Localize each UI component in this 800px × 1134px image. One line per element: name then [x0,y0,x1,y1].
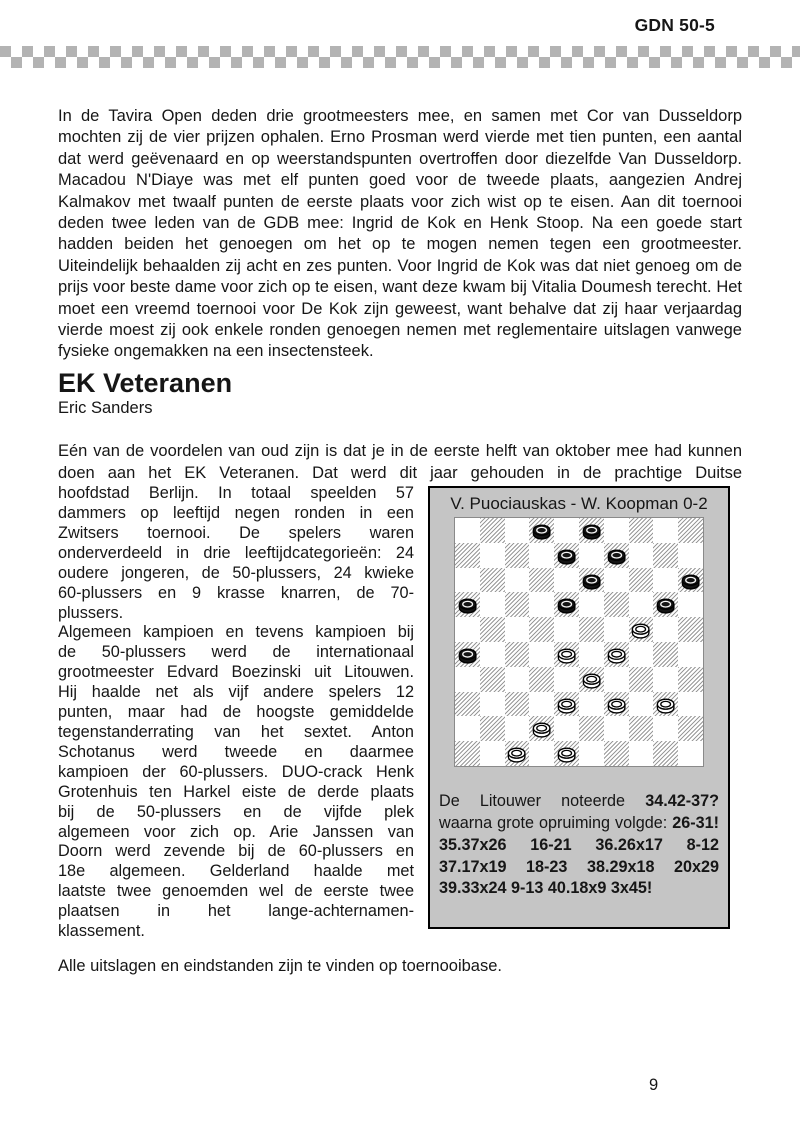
board-square [554,716,579,741]
paragraph-results: Algemeen kampioen en tevens kampioen bij de 50-plussers werd de internationaal grootmeester Edvard Boezinski uit Litouwen. Hij haalde net als vijf andere spelers 12 punten, maar had de hoogste gemiddelde tegenstanderrating van het sextet. Anton Schotanus werd tweede en daarmee kampioen der 60-plussers. DUO-crack Henk Grotenhuis ten Harkel eiste de derde plaats bij de 50-plussers en de vijfde plek algemeen voor zich op. Arie Janssen van Doorn werd zevende bij de 60-plussers en 18e algemeen. Gelderland haalde met laatste twee genoemden wel de eerste twee plaatsen in het lange-achternamen-klassement. [58,623,414,941]
board-square [579,642,604,667]
board-square [554,617,579,642]
board-square [554,543,579,568]
board-square [604,617,629,642]
board-square [653,592,678,617]
board-square [629,716,654,741]
board-square [653,692,678,717]
board-square [480,642,505,667]
white-man-piece [654,694,677,717]
byline: Eric Sanders [58,398,153,417]
white-man-piece [555,743,578,766]
black-man-piece [654,594,677,617]
paragraph-tavira-open: In de Tavira Open deden drie grootmeesters mee, en samen met Cor van Dusseldorp mochten zij de vier prijzen ophalen. Erno Prosman werd vierde met tien punten, een aantal dat werd geëvenaard en op weerstandspunten overtroffen door diezelfde Van Dusseldorp. Macadou N'Diaye was met elf punten goed voor de tweede plaats, aangezien Andrej Kalmakov met twaalf punten de eerste plaats voor zich wist op te eisen. Aan dit toernooi deden twee leden van de GDB mee: Ingrid de Kok en Henk Stoop. Na een goede start hadden beiden het genoegen om het op te mogen nemen tegen een grootmeester. Uiteindelijk behaalden zij acht en zes punten. Voor Ingrid de Kok was dat niet genoeg om de prijs voor beste dame voor zich op te eisen, want deze kwam bij Vitalia Doumesh terecht. Het moet een vreemd toernooi voor De Kok zijn geweest, want behalve dat zij haar verjaardag vierde moest zij ook enkele ronden genoegen nemen met reglementaire uitslagen vanwege fysieke ongemakken na een insectensteek. [58,107,742,361]
board-square [678,518,703,543]
board-square [480,741,505,766]
white-man-piece [605,694,628,717]
board-square [455,518,480,543]
notation-moves-bold: 26-31! 35.37x26 16-21 36.26x17 8-12 37.17x19 18-23 38.29x18 20x29 39.33x24 9-13 40.18x9 3x45! [439,814,719,898]
board-square [480,617,505,642]
black-man-piece [605,545,628,568]
board-square [505,518,530,543]
board-square [579,543,604,568]
board-square [505,642,530,667]
board-square [653,642,678,667]
notation-prose: waarna grote opruiming volgde: [439,814,673,833]
board-square [505,716,530,741]
draughts-board [455,518,703,766]
board-square [529,716,554,741]
white-man-piece [580,669,603,692]
board-square [629,592,654,617]
board-square [579,592,604,617]
board-square [604,716,629,741]
board-square [455,716,480,741]
board-square [505,692,530,717]
board-square [604,692,629,717]
board-square [678,592,703,617]
board-square [629,667,654,692]
board-square [554,692,579,717]
board-square [653,518,678,543]
checkerboard-band [0,46,800,68]
section-heading: EK Veteranen [58,367,233,398]
board-square [678,716,703,741]
board-square [529,667,554,692]
board-square [529,592,554,617]
board-square [455,642,480,667]
board-square [678,543,703,568]
board-square [579,617,604,642]
board-square [629,543,654,568]
board-square [455,692,480,717]
board-square [678,741,703,766]
board-square [480,667,505,692]
board-square [505,617,530,642]
board-square [505,667,530,692]
board-square [604,642,629,667]
board-square [480,692,505,717]
paragraph-closing: Alle uitslagen en eindstanden zijn te vinden op toernooibase. [58,956,502,975]
board-square [480,568,505,593]
board-square [455,667,480,692]
black-man-piece [555,594,578,617]
black-man-piece [580,570,603,593]
black-man-piece [456,644,479,667]
diagram-box [428,486,730,929]
board-square [629,741,654,766]
black-man-piece [580,520,603,543]
board-square [455,741,480,766]
black-man-piece [456,594,479,617]
notation-prose: De Litouwer noteerde [439,792,646,811]
black-man-piece [679,570,702,593]
board-square [529,642,554,667]
board-square [653,543,678,568]
board-square [678,617,703,642]
board-square [529,692,554,717]
board-square [480,518,505,543]
board-square [604,592,629,617]
board-square [529,617,554,642]
board-square [678,568,703,593]
board-square [579,667,604,692]
black-man-piece [530,520,553,543]
board-square [554,592,579,617]
board-square [529,518,554,543]
page-content [58,106,742,977]
white-man-piece [555,644,578,667]
board-square [455,617,480,642]
white-man-piece [555,694,578,717]
board-square [505,568,530,593]
board-square [505,543,530,568]
board-square [505,592,530,617]
black-man-piece [555,545,578,568]
board-square [529,741,554,766]
board-square [678,667,703,692]
board-square [455,592,480,617]
board-square [604,568,629,593]
paragraph-veteranen-rest: hoofdstad Berlijn. In totaal speelden 57 dammers op leeftijd negen ronden in een Zwitsers toernooi. De spelers waren onderverdeeld in drie leeftijdcategorieën: 24 oudere jongeren, de 50-plussers, 24 kwieke 60-plussers en 9 krasse knarren, de 70-plussers. [58,484,414,622]
board-square [529,543,554,568]
board-square [604,667,629,692]
white-man-piece [605,644,628,667]
board-square [529,568,554,593]
board-square [579,692,604,717]
notation-moves-bold: 34.42-37? [645,792,719,811]
board-square [604,543,629,568]
board-square [480,592,505,617]
board-square [505,741,530,766]
board-square [579,518,604,543]
board-square [653,568,678,593]
white-man-piece [629,619,652,642]
paragraph-veteranen-lead: Eén van de voordelen van oud zijn is dat je in de eerste helft van oktober mee had kunnen doen aan het EK Veteranen. Dat werd dit jaar gehouden in de prachtige Duitse [58,442,742,482]
white-man-piece [530,718,553,741]
white-man-piece [505,743,528,766]
board-square [480,543,505,568]
board-square [455,543,480,568]
board-square [678,692,703,717]
board-square [653,741,678,766]
board-square [554,642,579,667]
notation-text [430,782,728,911]
board-square [629,617,654,642]
board-square [629,518,654,543]
board-square [554,568,579,593]
board-square [653,617,678,642]
board-square [554,741,579,766]
board-square [629,568,654,593]
board-square [629,692,654,717]
board-square [604,518,629,543]
board-square [480,716,505,741]
board-square [629,642,654,667]
board-square [678,642,703,667]
board-square [579,568,604,593]
board-square [554,667,579,692]
board-square [455,568,480,593]
issue-label: GDN 50-5 [634,15,715,35]
board-square [579,741,604,766]
diagram-title: V. Puociauskas - W. Koopman 0-2 [450,494,708,514]
board-square [604,741,629,766]
board-square [579,716,604,741]
board-square [554,518,579,543]
page-number: 9 [649,1076,659,1094]
board-square [653,716,678,741]
board-square [653,667,678,692]
